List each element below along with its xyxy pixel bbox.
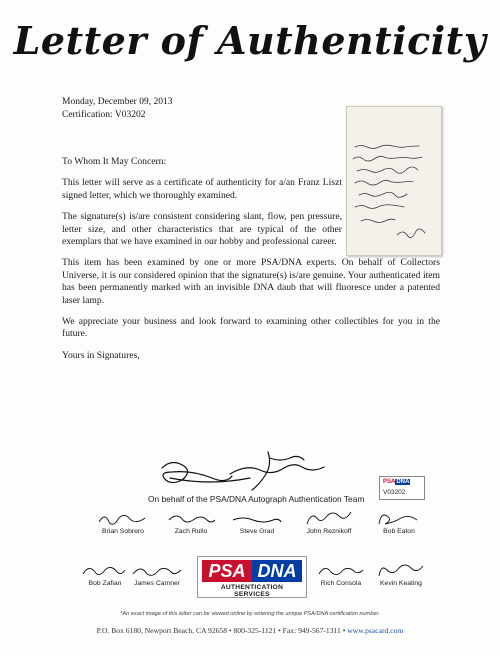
paragraph-item: This letter will serve as a certificate of authenticity for a/an Franz Liszt signed letter, which we thoroughly examined. [62,177,342,201]
authenticator-name: Zach Rullo [174,528,208,535]
page-title: Letter of Authenticity [13,18,487,63]
logo-caption: AUTHENTICATION SERVICES [220,584,284,598]
sticker-logo [383,479,410,485]
main-signature [150,448,350,496]
sticker-logo-left: PSA [383,479,396,485]
logo-psa: PSA [202,560,252,582]
signature-image [229,510,285,528]
team-line: On behalf of the PSA/DNA Autograph Authentication Team [148,494,365,504]
certification-number: Certification: V03202 [62,110,146,120]
paragraph-signature-analysis: The signature(s) is/are consistent considering slant, flow, pen pressure, letter size, and other characteristics that are typical of the other exemplars that we have examined in our hobby and professional career. [62,211,342,248]
letter-body [62,156,440,371]
authenticator-9 [366,562,436,587]
authenticator-2 [156,510,226,535]
logo-dna: DNA [252,560,302,582]
signature-image [95,510,151,528]
disclaimer: *An exact image of this letter can be viewed online by entering the unique PSA/DNA certification number. [120,611,380,617]
authenticator-name: Rich Consola [320,580,362,587]
signature-image [371,510,427,528]
logo-wordmark [202,560,302,582]
authenticator-5 [364,510,434,535]
authenticator-3 [222,510,292,535]
paragraph-examination: This item has been examined by one or more PSA/DNA experts. On behalf of Collectors Universe, it is our considered opinion that the signature(s) is/are genuine. Your authenticated item has been permanently marked with an invisible DNA daub that will fluoresce under a patented laser lamp. [62,257,440,306]
salutation: To Whom It May Concern: [62,156,167,167]
sticker-number: V03202 [383,489,406,496]
authenticator-name: James Camner [133,580,181,587]
psa-dna-logo [197,556,307,598]
authenticator-name: John Reznikoff [306,528,352,535]
sticker-logo-right: DNA [396,479,410,485]
authenticator-7 [122,562,192,587]
signature-image [129,562,185,580]
website-link[interactable]: www.psacard.com [347,626,404,635]
authenticator-1 [88,510,158,535]
signature-image [163,510,219,528]
paragraph-appreciation: We appreciate your business and look forward to examining other collectibles for you in the future. [62,316,440,340]
authenticator-name: Bob Zafian [88,580,122,587]
certification-sticker [379,476,425,500]
authenticator-name: Kevin Keating [380,580,422,587]
footer-address: P.O. Box 6180, Newport Beach, CA 92658 • 800-325-1121 • Fax: 949-567-1311 • [96,626,348,635]
letter-date: Monday, December 09, 2013 [62,97,173,107]
authenticator-name: Bob Eaton [383,528,415,535]
signature-image [313,562,369,580]
signature-image [301,510,357,528]
authenticator-name: Steve Grad [239,528,275,535]
letter-meta [62,96,172,122]
footer [0,626,500,635]
closing: Yours in Signatures, [62,349,140,361]
authenticator-4 [294,510,364,535]
authenticator-name: Brian Sobrero [102,528,144,535]
signature-image [373,562,429,580]
